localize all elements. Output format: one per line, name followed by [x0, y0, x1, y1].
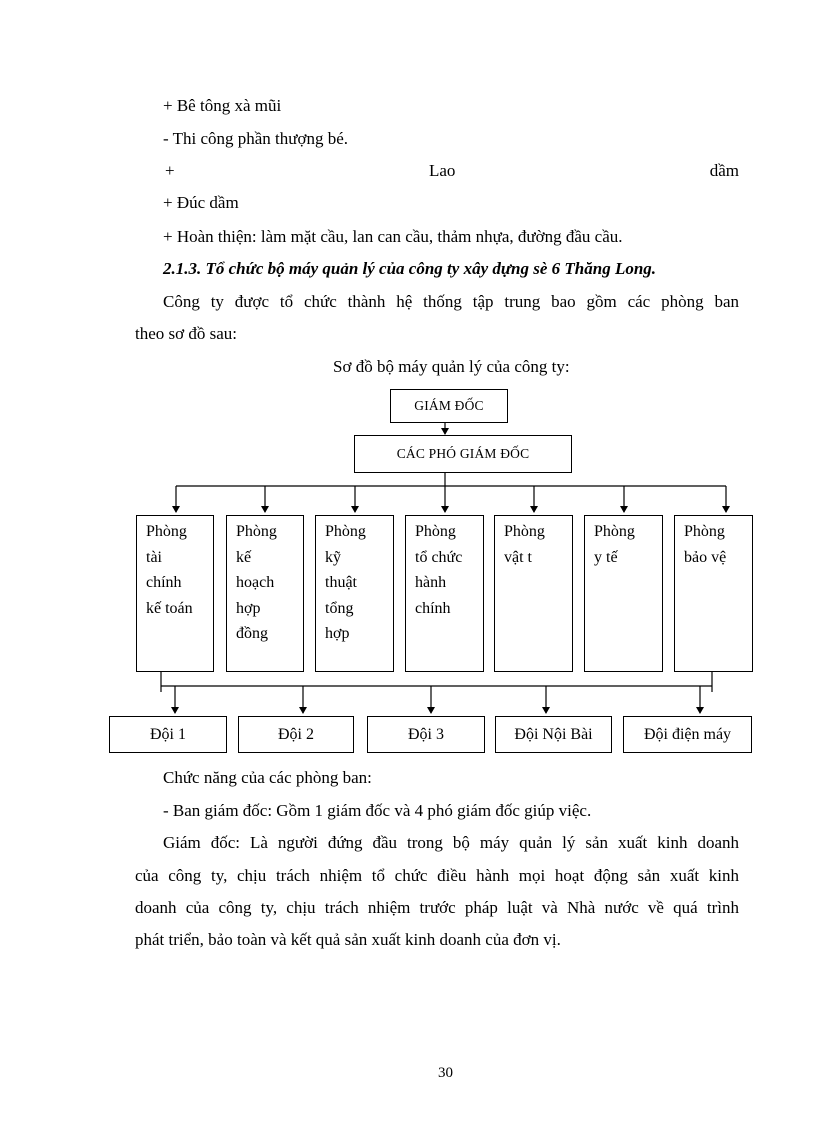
director-label: GIÁM ĐỐC [414, 398, 484, 414]
dept-technical-general [315, 515, 394, 672]
dept-planning-contracts [226, 515, 304, 672]
dept-materials [494, 515, 573, 672]
dept-line: hoạch [236, 574, 275, 591]
bullet-thi-cong-thuong-be: - Thi công phần thượng bé. [163, 129, 349, 148]
dept-line: Phòng [415, 523, 456, 540]
dept-line: tài [146, 548, 162, 566]
team-2 [238, 716, 354, 753]
team-noi-bai-label: Đội Nội Bài [514, 725, 593, 743]
dept-line: chính [415, 599, 451, 617]
dept-medical [584, 515, 663, 672]
dept-line: kế [236, 548, 252, 566]
team-3 [367, 716, 485, 753]
dept-line: hợp [236, 599, 261, 617]
dept-line: Phòng [146, 523, 187, 540]
dept-finance-accounting [136, 515, 214, 672]
dept-line: Phòng [236, 523, 277, 540]
bullet-be-tong-xa-mui: + Bê tông xà mũi [163, 96, 282, 115]
dept-line: bảo vệ [684, 548, 727, 566]
team-noi-bai [495, 716, 612, 753]
dept-line: hành [415, 574, 447, 591]
dept-line: Phòng [684, 523, 725, 540]
intro-paragraph-line-2: theo sơ đồ sau: [135, 324, 238, 343]
board-of-directors: - Ban giám đốc: Gồm 1 giám đốc và 4 phó giám đốc giúp việc. [163, 801, 592, 820]
dept-line: Phòng [504, 523, 545, 540]
intro-paragraph-line-1: Công ty được tổ chức thành hệ thống tập trung bao gồm các phòng ban [163, 292, 739, 311]
dept-line: hợp [325, 625, 350, 642]
team-electrical-machinery [623, 716, 752, 753]
team-electrical-machinery-label: Đội điện máy [643, 725, 732, 743]
section-heading: 2.1.3. Tổ chức bộ máy quản lý của công ty xây dựng sè 6 Thăng Long. [163, 259, 657, 278]
dept-line: Phòng [594, 523, 635, 540]
bullet-duc-dam: + Đúc dầm [163, 193, 239, 212]
dept-security [674, 515, 753, 672]
director-box [390, 389, 508, 423]
team-1-label: Đội 1 [150, 725, 186, 743]
bullet-lao-dam-plus: + [165, 161, 175, 180]
dept-line: chính [146, 574, 182, 591]
director-paragraph-line-4: phát triển, bảo toàn và kết quả sản xuất kinh doanh của đơn vị. [135, 930, 561, 949]
director-paragraph-line-2: của công ty, chịu trách nhiệm tổ chức điều hành mọi hoạt động sản xuất kinh [135, 866, 739, 885]
deputy-directors-label: CÁC PHÓ GIÁM ĐỐC [396, 446, 530, 462]
dept-line: tổ chức [415, 548, 463, 566]
dept-line: Phòng [325, 523, 366, 540]
dept-line: đồng [236, 625, 268, 642]
functions-heading: Chức năng của các phòng ban: [163, 768, 372, 787]
page-number: 30 [438, 1065, 453, 1081]
dept-organization-administration [405, 515, 484, 672]
dept-line: tổng [325, 599, 354, 617]
dept-line: vật t [504, 548, 532, 566]
dept-line: thuật [325, 574, 357, 591]
bullet-hoan-thien: + Hoàn thiện: làm mặt cầu, lan can cầu, thảm nhựa, đường đầu cầu. [163, 227, 623, 246]
dept-line: kỹ [325, 548, 341, 566]
bullet-lao-dam-dam: dầm [709, 161, 739, 180]
team-2-label: Đội 2 [278, 725, 314, 743]
deputy-directors-box [354, 435, 572, 473]
chart-caption: Sơ đồ bộ máy quản lý của công ty: [333, 357, 570, 376]
team-1 [109, 716, 227, 753]
team-3-label: Đội 3 [408, 725, 444, 743]
bullet-lao-dam-lao: Lao [428, 161, 456, 180]
director-paragraph-line-3: doanh của công ty, chịu trách nhiệm trước pháp luật và Nhà nước về quá trình [135, 898, 739, 917]
director-paragraph-line-1: Giám đốc: Là người đứng đầu trong bộ máy quản lý sản xuất kinh doanh [163, 833, 739, 852]
dept-line: kế toán [146, 599, 193, 617]
dept-line: y tế [594, 548, 618, 566]
